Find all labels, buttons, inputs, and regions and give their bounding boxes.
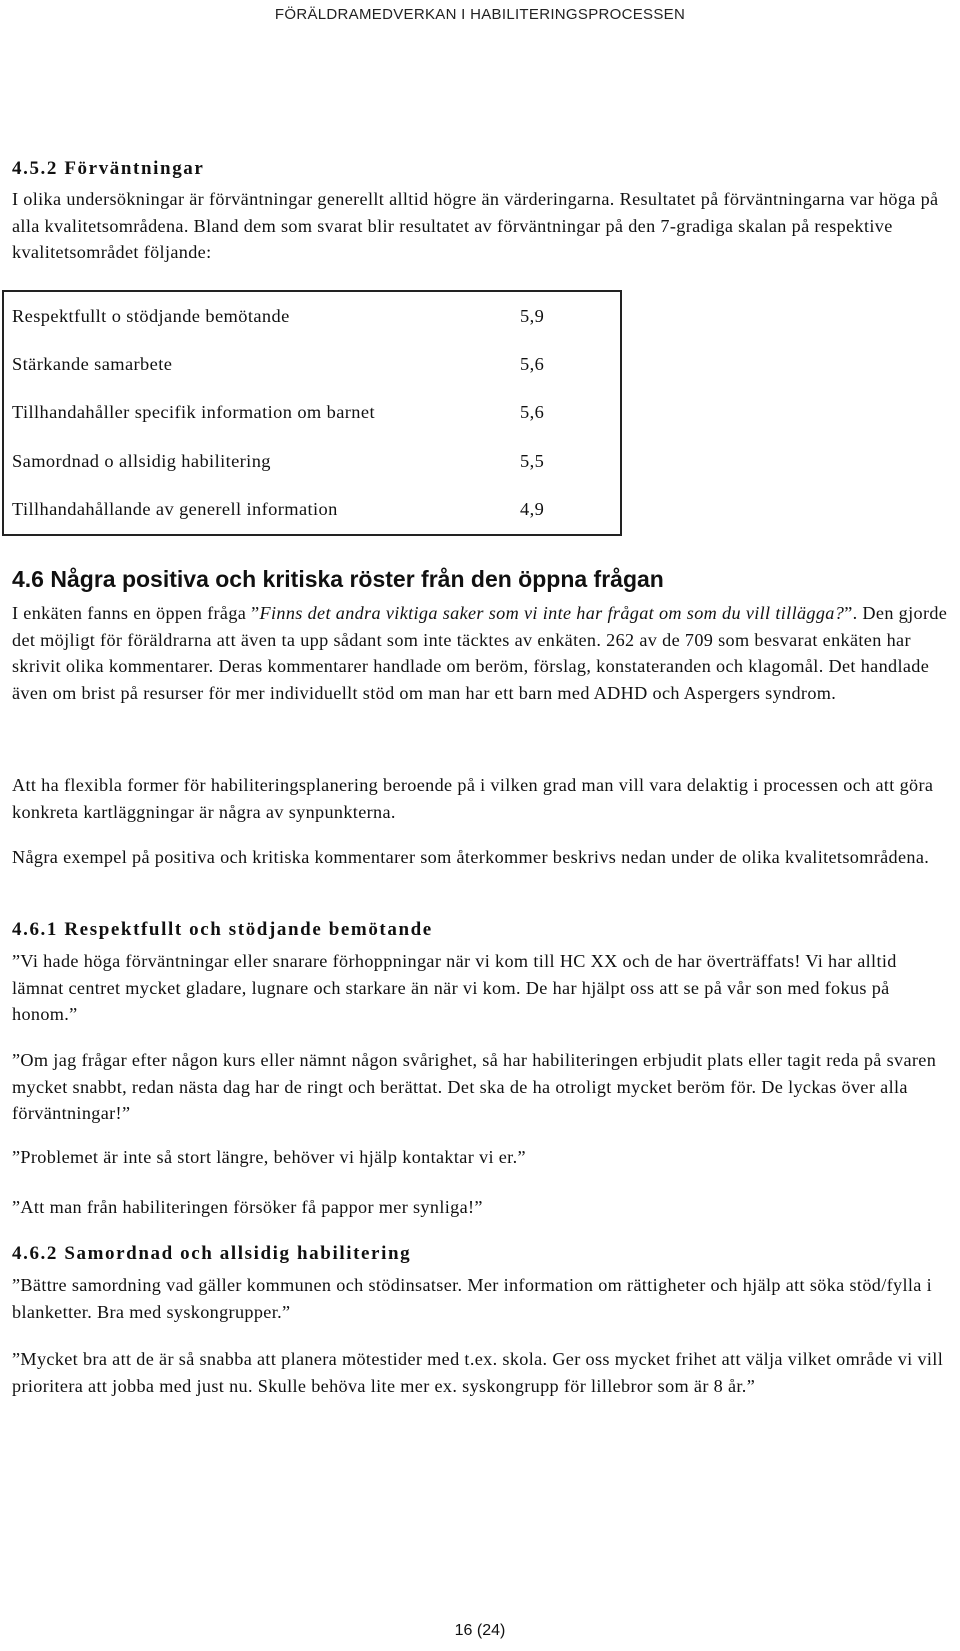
quote: ”Att man från habiliteringen försöker få pappor mer synliga!” bbox=[12, 1197, 483, 1217]
table-cell-label: Tillhandahållande av generell information bbox=[12, 499, 338, 520]
table-row bbox=[3, 486, 621, 535]
table-cell-value: 4,9 bbox=[520, 499, 545, 520]
quote: ”Mycket bra att de är så snabba att planera mötestider med t.ex. skola. Ger oss mycket frihet att välja vilket område vi vill prioritera att jobba med just nu. Skulle behöva lite mer ex. syskongrupp för lillebror som är 8 år.” bbox=[12, 1349, 944, 1396]
paragraph-open-question bbox=[12, 600, 950, 706]
open-question-text: Finns det andra viktiga saker som vi inte har frågat om som du vill tillägga? bbox=[259, 603, 845, 623]
paragraph-flexible-forms: Att ha flexibla former för habiliteringsplanering beroende på i vilken grad man vill vara delaktig i processen och att göra konkreta kartläggningar är några av synpunkterna. bbox=[12, 775, 934, 822]
paragraph-open-question-start: I enkäten fanns en öppen fråga ” bbox=[12, 603, 260, 623]
table-cell-value: 5,9 bbox=[520, 305, 545, 326]
quote: ”Bättre samordning vad gäller kommunen och stödinsatser. Mer information om rättigheter och hjälp att söka stöd/fylla i blanketter. Bra med syskongrupper.” bbox=[12, 1275, 932, 1322]
expectations-table bbox=[2, 290, 622, 536]
section-heading-4-6-2: 4.6.2 Samordnad och allsidig habilitering bbox=[12, 1243, 412, 1264]
quote: ”Problemet är inte så stort längre, behöver vi hjälp kontaktar vi er.” bbox=[12, 1147, 526, 1167]
paragraph-open-question-end: ”. Den gjorde det möjligt för föräldrarna att även ta upp sådant som inte täcktes av enkäten. 262 av de 709 som besvarat enkäten har skrivit olika kommentarer. Deras kommentarer handlade om beröm, förslag, konstateranden och klagomål. Det handlade även om brist på resurser för mer individuellt stöd om man har ett barn med ADHD och Aspergers syndrom. bbox=[12, 603, 948, 703]
table-row bbox=[3, 291, 621, 340]
table-cell-label: Tillhandahåller specifik information om barnet bbox=[12, 402, 375, 423]
paragraph-expectations: I olika undersökningar är förväntningar generellt alltid högre än värderingarna. Resultatet på förväntningarna var höga på alla kvalitetsområdena. Bland dem som svarat blir resultatet av förväntningar på den 7-gradiga skalan på respektive kvalitetsområdet följande: bbox=[12, 189, 939, 262]
table-row bbox=[3, 340, 621, 388]
page-number: 16 (24) bbox=[454, 1622, 506, 1639]
table-row bbox=[3, 437, 621, 485]
quote: ”Vi hade höga förväntningar eller snarare förhoppningar när vi kom till HC XX och de har överträffats! Vi har alltid lämnat centret mycket gladare, lugnare och starkare än när vi kom. De har hjälpt oss att se på vår son med fokus på honom.” bbox=[12, 951, 897, 1024]
table-cell-label: Stärkande samarbete bbox=[12, 354, 173, 375]
table-cell-value: 5,6 bbox=[520, 402, 545, 423]
section-heading-4-6-1: 4.6.1 Respektfullt och stödjande bemötande bbox=[12, 919, 433, 940]
paragraph-examples-intro: Några exempel på positiva och kritiska kommentarer som återkommer beskrivs nedan under de olika kvalitetsområdena. bbox=[12, 847, 930, 867]
section-heading-4-6: 4.6 Några positiva och kritiska röster från den öppna frågan bbox=[12, 566, 664, 592]
section-heading-4-5-2: 4.5.2 Förväntningar bbox=[12, 158, 205, 179]
quote: ”Om jag frågar efter någon kurs eller nämnt någon svårighet, så har habiliteringen erbjudit plats eller tagit reda på svaren mycket snabbt, redan nästa dag har de ringt och berättat. Det ska de ha otroligt mycket beröm för. De lyckas över alla förväntningar!” bbox=[12, 1050, 937, 1123]
table-cell-value: 5,6 bbox=[520, 354, 545, 375]
table-cell-label: Respektfullt o stödjande bemötande bbox=[12, 305, 290, 326]
table-cell-value: 5,5 bbox=[520, 450, 545, 471]
running-header: FÖRÄLDRAMEDVERKAN I HABILITERINGSPROCESSEN bbox=[274, 6, 686, 23]
table-cell-label: Samordnad o allsidig habilitering bbox=[12, 450, 271, 471]
table-row bbox=[3, 389, 621, 437]
